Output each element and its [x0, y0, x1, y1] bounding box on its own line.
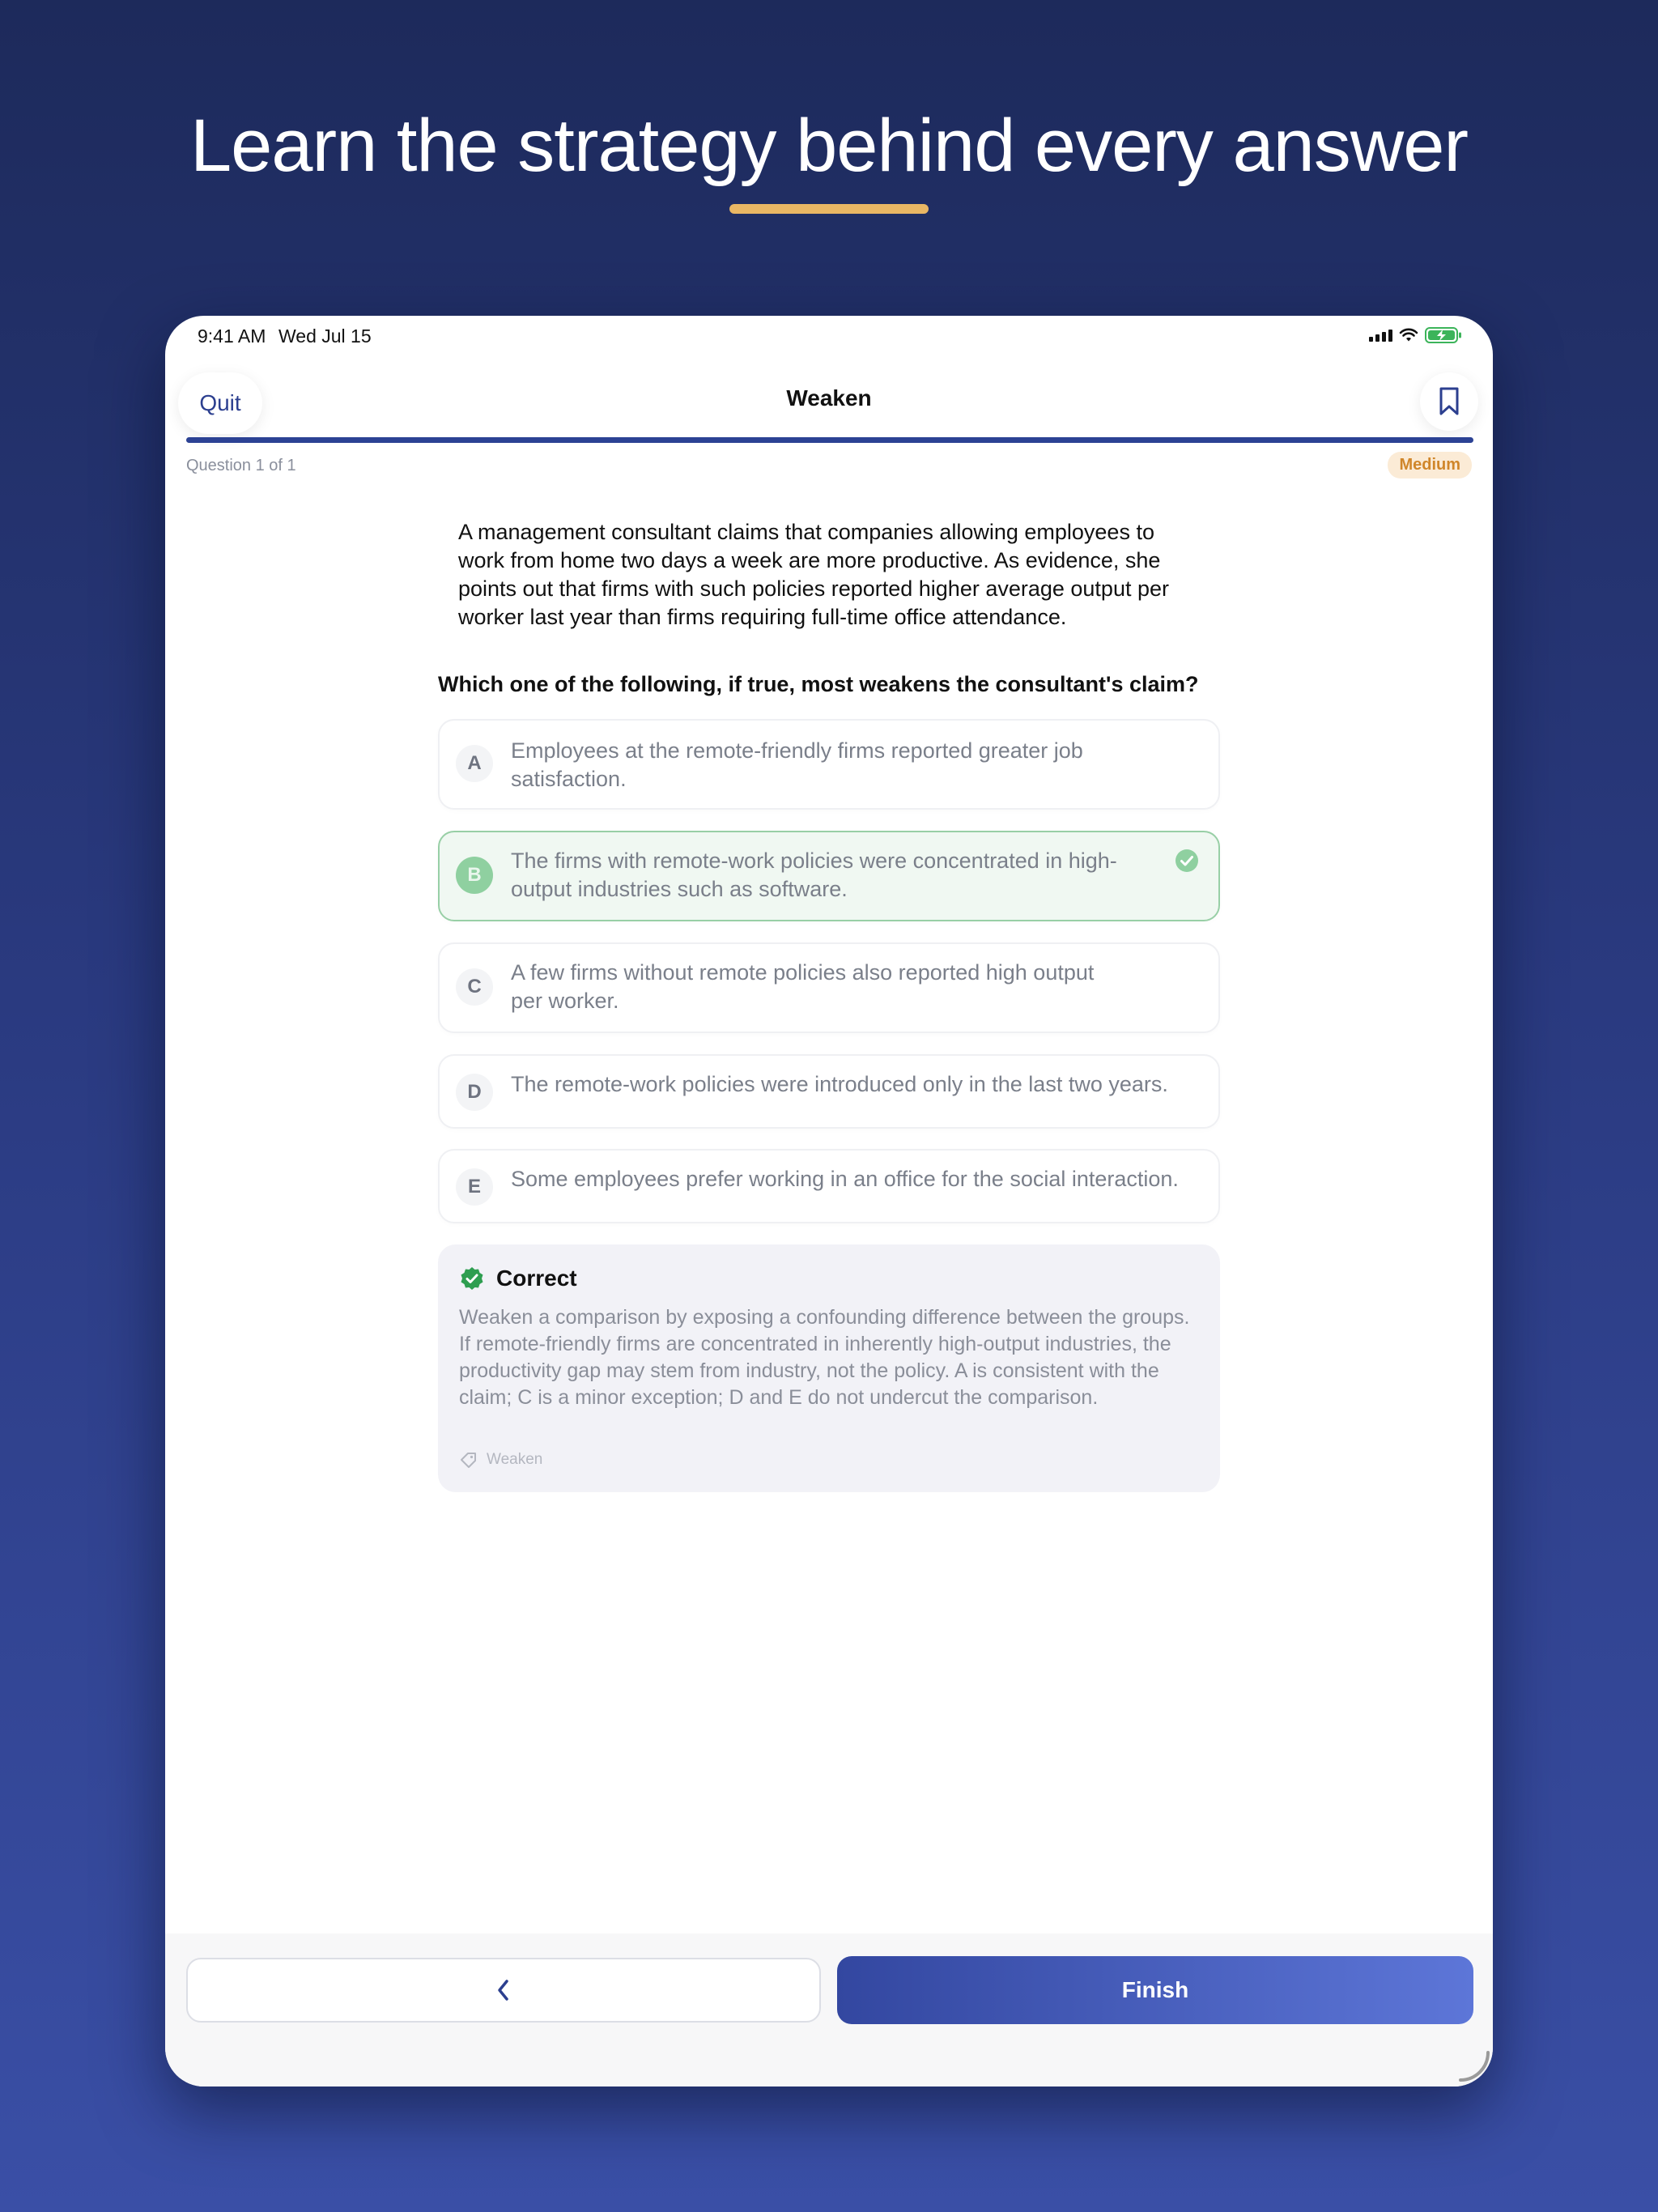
answer-choice-c[interactable] [438, 942, 1220, 1033]
explanation-card [438, 1244, 1220, 1492]
choice-letter: E [456, 1168, 493, 1206]
bookmark-button[interactable] [1420, 372, 1478, 431]
quit-button[interactable]: Quit [178, 372, 262, 434]
tag-label: Weaken [487, 1451, 543, 1468]
device-frame [165, 316, 1493, 2087]
back-button[interactable] [186, 1958, 821, 2023]
chevron-left-icon [495, 1978, 512, 2002]
bottom-action-bar [165, 1933, 1493, 2087]
question-counter: Question 1 of 1 [186, 457, 296, 474]
answer-choice-b[interactable] [438, 831, 1220, 921]
answer-choice-d[interactable] [438, 1054, 1220, 1129]
answer-choice-a[interactable] [438, 719, 1220, 810]
difficulty-badge: Medium [1388, 452, 1472, 479]
status-time: 9:41 AM [198, 325, 266, 347]
window-corner-handle [1456, 2048, 1491, 2083]
choice-text: A few firms without remote policies also reported high output per worker. [511, 960, 1095, 1013]
question-stimulus: A management consultant claims that companies allowing employees to work from home two days a week are more productive. As evidence, she points out that firms with such policies reported higher average output per worker last year than firms requiring full-time office attendance. [458, 520, 1169, 629]
choice-letter: D [456, 1074, 493, 1111]
choice-letter: A [456, 745, 493, 782]
explanation-tag [459, 1450, 542, 1470]
battery-charging-icon [1425, 327, 1462, 343]
choice-text: The remote-work policies were introduced only in the last two years. [511, 1072, 1168, 1096]
check-circle-icon [1175, 849, 1199, 873]
nav-title: Weaken [786, 385, 872, 410]
explanation-body: Weaken a comparison by exposing a confounding difference between the groups. If remote-friendly firms are concentrated in inherently high-output industries, the productivity gap may stem from industry, not the policy. A is consistent with the claim; C is a minor exception; D and E do not undercut the comparison. [459, 1306, 1190, 1409]
status-date: Wed Jul 15 [278, 325, 372, 347]
finish-button[interactable]: Finish [837, 1956, 1473, 2024]
headline: Learn the strategy behind every answer [189, 104, 1469, 187]
bookmark-icon [1438, 386, 1460, 417]
choice-text: The firms with remote-work policies were concentrated in high-output industries such as software. [511, 849, 1117, 901]
choice-text: Some employees prefer working in an office for the social interaction. [511, 1167, 1179, 1191]
choice-letter: B [456, 857, 493, 894]
signal-icon [1369, 329, 1392, 342]
status-icons [1369, 327, 1462, 343]
wifi-icon [1399, 328, 1418, 342]
tag-icon [459, 1450, 478, 1470]
progress-fill [186, 437, 1473, 443]
question-stem: Which one of the following, if true, most weakens the consultant's claim? [438, 672, 1199, 696]
progress-bar [186, 437, 1473, 443]
headline-underline [729, 204, 929, 214]
choice-text: Employees at the remote-friendly firms reported greater job satisfaction. [511, 738, 1083, 791]
nav-bar [165, 361, 1493, 442]
choice-letter: C [456, 968, 493, 1006]
explanation-status: Correct [496, 1266, 577, 1291]
explanation-header [459, 1266, 577, 1291]
status-bar [165, 316, 1493, 361]
verified-check-icon [459, 1266, 485, 1291]
answer-choice-e[interactable] [438, 1149, 1220, 1223]
